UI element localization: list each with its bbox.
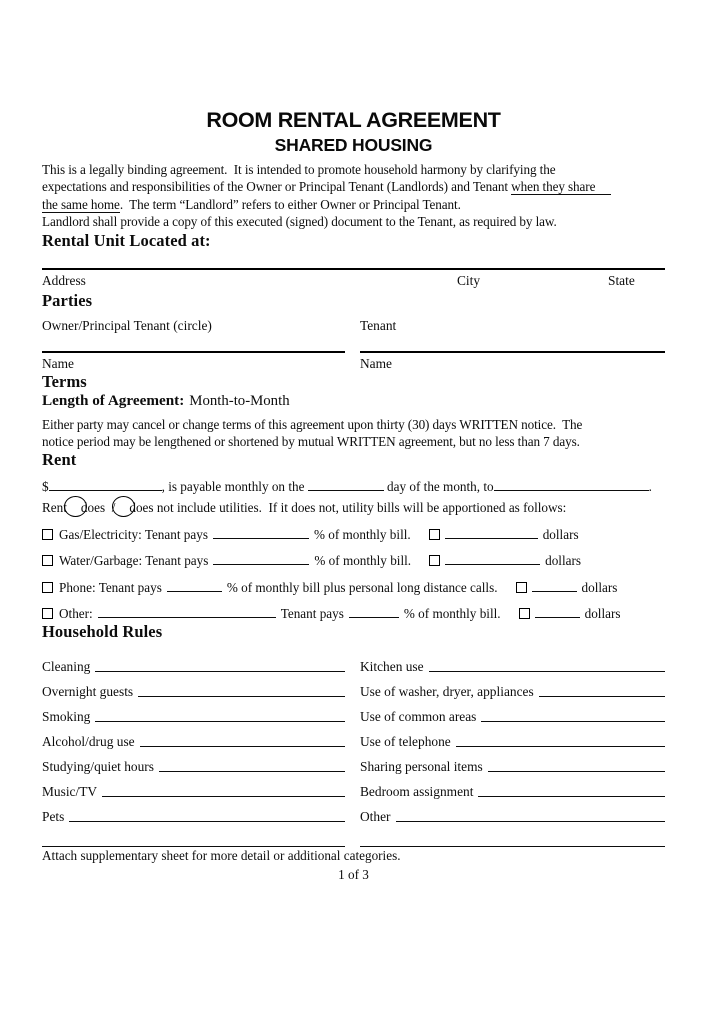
length-of-agreement-value: Month-to-Month bbox=[189, 392, 290, 409]
address-line[interactable] bbox=[42, 268, 665, 270]
other-utility-checkbox[interactable] bbox=[42, 608, 53, 619]
state-label: State bbox=[608, 272, 635, 288]
length-of-agreement-label: Length of Agreement: bbox=[42, 391, 185, 409]
gas-dollars-checkbox[interactable] bbox=[429, 529, 440, 540]
household-row bbox=[42, 800, 665, 825]
phone-dollars-blank[interactable] bbox=[532, 590, 577, 592]
utility-suffix: dollars bbox=[542, 527, 579, 543]
rule-label-cleaning: Cleaning bbox=[42, 658, 91, 674]
household-row bbox=[42, 650, 665, 675]
rule-label-pets: Pets bbox=[42, 808, 65, 824]
owner-name-label: Name bbox=[42, 355, 74, 371]
utility-suffix: dollars bbox=[581, 579, 618, 595]
tenant-label: Tenant bbox=[360, 317, 397, 333]
underlined-phrase: when they share bbox=[511, 179, 611, 195]
other-percent-blank[interactable] bbox=[349, 616, 399, 618]
smoking-blank[interactable] bbox=[95, 721, 345, 722]
section-heading-parties: Parties bbox=[42, 290, 93, 310]
page-number: 1 of 3 bbox=[338, 866, 369, 882]
household-row bbox=[42, 675, 665, 700]
gas-electricity-checkbox[interactable] bbox=[42, 529, 53, 540]
utility-suffix: dollars bbox=[584, 605, 621, 621]
overnight-guests-blank[interactable] bbox=[138, 696, 345, 697]
alcohol-drug-use-blank[interactable] bbox=[140, 746, 345, 747]
rule-label-other: Other bbox=[360, 808, 391, 824]
utility-label: Gas/Electricity: Tenant pays bbox=[59, 527, 208, 543]
utility-row-other bbox=[42, 605, 665, 622]
other-dollars-checkbox[interactable] bbox=[519, 608, 530, 619]
intro-line: the same home. The term “Landlord” refers to either Owner or Principal Tenant. bbox=[42, 196, 461, 212]
address-labels-row bbox=[42, 273, 665, 291]
address-label: Address bbox=[42, 272, 86, 288]
utility-row-phone bbox=[42, 579, 665, 596]
length-of-agreement-row bbox=[42, 392, 665, 410]
extra-right-blank[interactable] bbox=[360, 846, 665, 847]
rent-utilities-row: Rent does / does not include utilities. If it does not, utility bills will be apportioned as follows: bbox=[42, 496, 665, 517]
tenant-name-line[interactable] bbox=[360, 351, 665, 353]
utility-label: Phone: Tenant pays bbox=[59, 579, 162, 595]
utility-label: Other: bbox=[59, 605, 93, 621]
rule-label-common-areas: Use of common areas bbox=[360, 708, 477, 724]
document-subtitle: SHARED HOUSING bbox=[274, 135, 433, 155]
rule-label-telephone: Use of telephone bbox=[360, 733, 451, 749]
household-row bbox=[42, 700, 665, 725]
rule-label-sharing-personal-items: Sharing personal items bbox=[360, 758, 483, 774]
utility-mid-text: % of monthly bill. bbox=[314, 553, 412, 569]
water-garbage-checkbox[interactable] bbox=[42, 555, 53, 566]
utility-label: Water/Garbage: Tenant pays bbox=[59, 553, 209, 569]
city-label: City bbox=[457, 272, 481, 288]
terms-paragraph: Either party may cancel or change terms of this agreement upon thirty (30) days WRITTEN notice. The notice period may be lengthened or shortened by mutual WRITTEN agreement, but no less than 7 days. bbox=[42, 416, 583, 450]
rule-label-alcohol-drug-use: Alcohol/drug use bbox=[42, 733, 135, 749]
studying-quiet-hours-blank[interactable] bbox=[159, 771, 345, 772]
intro-paragraph bbox=[42, 161, 665, 231]
phone-checkbox[interactable] bbox=[42, 582, 53, 593]
telephone-blank[interactable] bbox=[456, 746, 665, 747]
rule-label-music-tv: Music/TV bbox=[42, 783, 98, 799]
utility-suffix: dollars bbox=[545, 553, 581, 569]
section-heading-rent: Rent bbox=[42, 450, 77, 470]
bedroom-assignment-blank[interactable] bbox=[478, 796, 665, 797]
water-dollars-checkbox[interactable] bbox=[429, 555, 440, 566]
rent-payee-blank[interactable] bbox=[494, 489, 649, 491]
utility-mid-label: Tenant pays bbox=[280, 605, 344, 621]
section-heading-household-rules: Household Rules bbox=[42, 621, 163, 641]
sharing-personal-items-blank[interactable] bbox=[488, 771, 665, 772]
section-heading-terms: Terms bbox=[42, 371, 87, 391]
household-row bbox=[42, 775, 665, 800]
cleaning-blank[interactable] bbox=[95, 671, 345, 672]
gas-percent-blank[interactable] bbox=[213, 537, 309, 539]
owner-principal-tenant-label: Owner/Principal Tenant (circle) bbox=[42, 317, 212, 333]
water-dollars-blank[interactable] bbox=[445, 563, 540, 565]
household-extra-row bbox=[42, 825, 665, 847]
water-percent-blank[interactable] bbox=[213, 563, 309, 565]
other-description-blank[interactable] bbox=[98, 616, 276, 618]
intro-line: This is a legally binding agreement. It is intended to promote household harmony by clarifying the bbox=[42, 162, 556, 177]
owner-name-line[interactable] bbox=[42, 351, 345, 353]
utility-row-gas-electricity bbox=[42, 526, 665, 543]
gas-dollars-blank[interactable] bbox=[445, 537, 538, 539]
utility-row-water-garbage bbox=[42, 552, 665, 569]
utility-mid-text: % of monthly bill. bbox=[403, 605, 501, 621]
household-row bbox=[42, 750, 665, 775]
washer-dryer-blank[interactable] bbox=[539, 696, 665, 697]
other-rule-blank[interactable] bbox=[396, 821, 666, 822]
common-areas-blank[interactable] bbox=[481, 721, 665, 722]
rent-amount-blank[interactable] bbox=[49, 489, 162, 491]
household-row bbox=[42, 725, 665, 750]
rule-label-smoking: Smoking bbox=[42, 708, 91, 724]
document-title: ROOM RENTAL AGREEMENT bbox=[206, 108, 501, 132]
rent-amount-row: $ , is payable monthly on the day of the month, to . bbox=[42, 479, 652, 495]
pets-blank[interactable] bbox=[69, 821, 345, 822]
rent-day-blank[interactable] bbox=[308, 489, 384, 491]
intro-line: Landlord shall provide a copy of this executed (signed) document to the Tenant, as required by law. bbox=[42, 214, 557, 230]
intro-line: expectations and responsibilities of the Owner or Principal Tenant (Landlords) and Tenant when they share bbox=[42, 178, 665, 195]
phone-percent-blank[interactable] bbox=[167, 590, 222, 592]
underlined-phrase: the same home bbox=[42, 196, 120, 212]
tenant-name-label: Name bbox=[360, 355, 392, 371]
other-dollars-blank[interactable] bbox=[535, 616, 580, 618]
kitchen-use-blank[interactable] bbox=[429, 671, 665, 672]
supplementary-note: Attach supplementary sheet for more detail or additional categories. bbox=[42, 847, 401, 863]
rule-label-overnight-guests: Overnight guests bbox=[42, 683, 134, 699]
utility-mid-text: % of monthly bill plus personal long distance calls. bbox=[226, 579, 498, 595]
utility-mid-text: % of monthly bill. bbox=[313, 527, 411, 543]
phone-dollars-checkbox[interactable] bbox=[516, 582, 527, 593]
rule-label-washer-dryer: Use of washer, dryer, appliances bbox=[360, 683, 534, 699]
rule-label-kitchen-use: Kitchen use bbox=[360, 658, 424, 674]
rule-label-studying-quiet-hours: Studying/quiet hours bbox=[42, 758, 154, 774]
extra-left-blank[interactable] bbox=[42, 846, 345, 847]
music-tv-blank[interactable] bbox=[102, 796, 345, 797]
section-heading-rental-unit: Rental Unit Located at: bbox=[42, 230, 211, 250]
rule-label-bedroom-assignment: Bedroom assignment bbox=[360, 783, 474, 799]
